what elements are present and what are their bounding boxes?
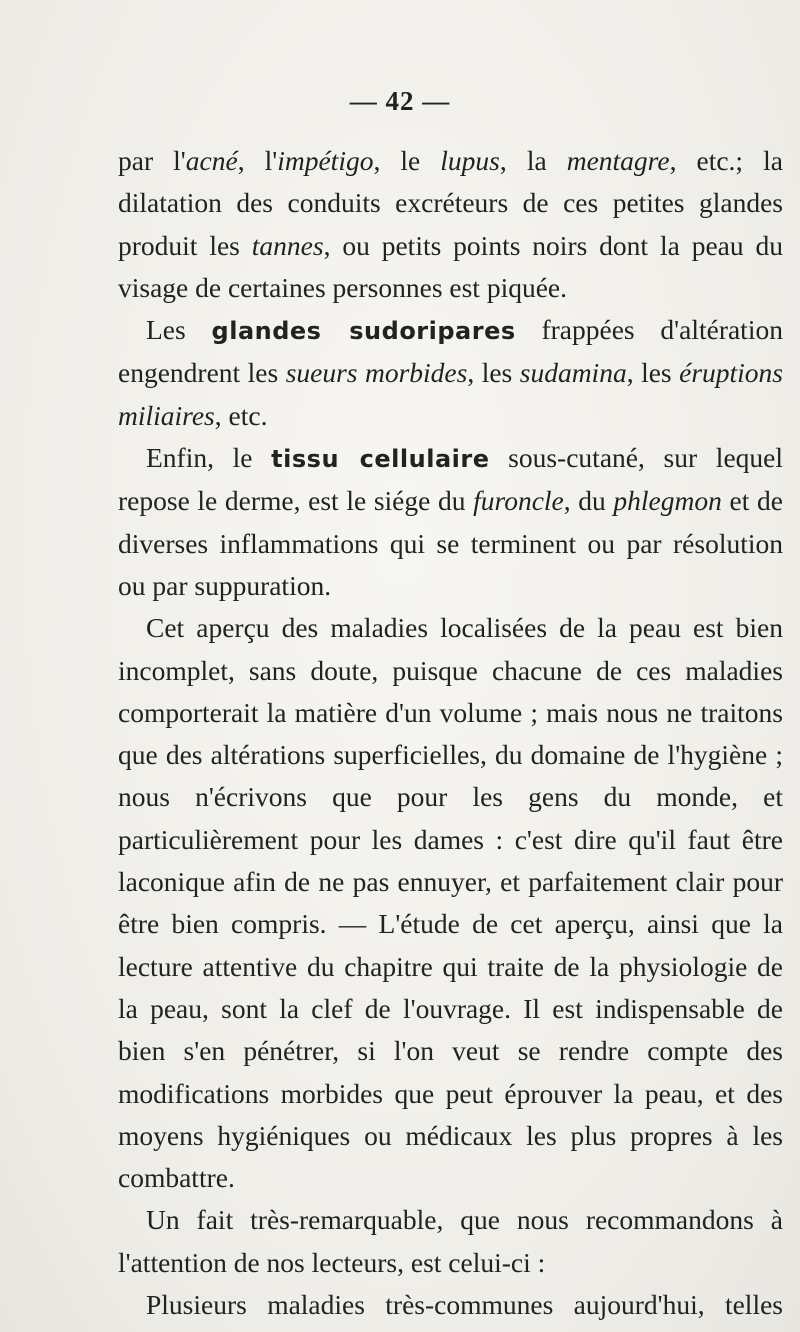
text-run: , du [563,485,614,517]
italic-term: tannes [251,229,324,261]
text-run: Cet aperçu des maladies localisées de la peau est bien incomplet, sans doute, puisque chacune de ces maladies comporterait la matière d'un volume ; mais nous ne traitons que des altérations superficielles, du domaine de l'hygiène ; nous n'écrivons que pour les gens du monde, et particulièrement pour les dames : c'est dire qu'il faut être laconique afin de ne pas ennuyer, et parfaitement clair pour être bien compris. — L'étude de cet aperçu, ainsi que la lecture attentive du chapitre qui traite de la physiologie de la peau, sont la clef de l'ouvrage. Il est indispensable de bien s'en pénétrer, si l'on veut se rendre compte des modifications morbides que peut éprouver la peau, et des moyens hygiéniques ou médicaux les plus propres à les combattre. [118,612,783,1194]
italic-term: furoncle [473,485,564,517]
bold-term: tissu cellulaire [271,445,490,474]
paragraph [118,607,783,1199]
text-run: , ou petits points noirs dont la peau du visage de certaines personnes est piquée. [118,229,783,303]
text-run: , etc.; la dilatation des conduits excréteurs de ces petites glandes produit les [118,145,783,261]
text-run: Les [146,314,212,346]
paragraph [118,1199,783,1284]
text-run: , les [626,357,680,389]
italic-term: lupus [440,145,500,176]
paragraph [118,1284,783,1326]
text-run: , etc. [214,399,268,431]
text-run: Un fait très-remarquable, que nous recommandons à l'attention de nos lecteurs, est celui-ci : [118,1204,783,1278]
text-run: Enfin, le [146,442,272,474]
italic-term: acné [185,145,238,176]
italic-term: mentagre [566,145,670,176]
paragraph [118,309,783,437]
page-number: — 42 — [349,86,451,116]
text-run: , l' [237,145,278,176]
paragraph [118,437,783,607]
text-run: par l' [118,145,186,176]
text-run: et de diverses inflammations qui se terminent ou par résolution ou par suppuration. [118,485,783,601]
italic-term: phlegmon [613,485,722,517]
text-run: sous-cutané, sur lequel repose le derme, est le siége du [118,442,783,517]
body-text [118,140,783,1326]
italic-term: impétigo [277,145,374,176]
italic-term: sudamina [519,357,627,389]
italic-term: sueurs morbides [285,357,468,389]
text-run: frappées d'altération engendrent les [118,314,783,389]
text-run: , la [499,145,567,176]
text-run: , les [467,357,520,389]
text-run: , le [373,145,441,176]
bold-term: glandes sudoripares [211,317,516,346]
italic-term: éruptions miliaires [118,357,783,431]
paragraph [118,140,783,309]
text-run: Plusieurs maladies très-communes aujourd'hui, telles [146,1289,783,1321]
